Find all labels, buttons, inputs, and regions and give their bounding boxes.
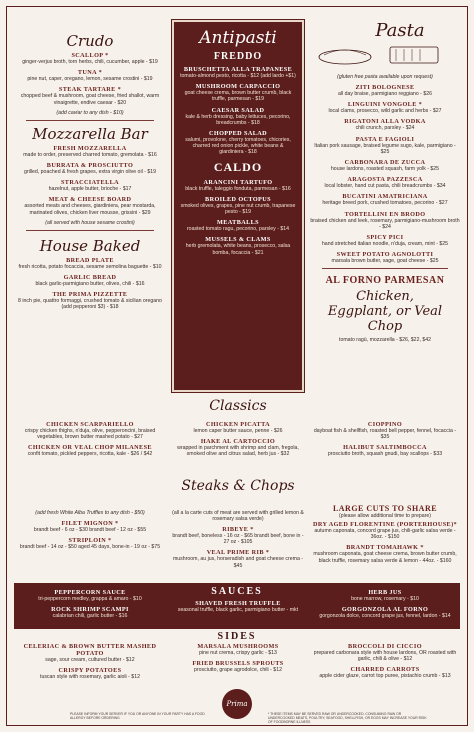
- raw-food-note: * THESE ITEMS MAY BE SERVED RAW OR UNDERCOOKED. CONSUMING RAW OR UNDERCOOKED MEATS, POULTRY, SEAFOOD, SHELLFISH, OR EGGS MAY INCREASE YOUR RISK OF FOODBORNE ILLNESS: [268, 712, 427, 724]
- al-forno-script: Chicken, Eggplant, or Veal Chop: [327, 289, 443, 335]
- menu-item: [180, 196, 296, 215]
- menu-item-name: HERB JUS: [368, 589, 402, 596]
- menu-item-name: BROILED OCTOPUS: [205, 195, 271, 203]
- menu-item-name: STRACCIATELLA: [60, 179, 120, 187]
- menu-item-name: PASTA E FAGIOLI: [355, 135, 415, 143]
- crudo-list: [14, 52, 166, 106]
- menu-item: [14, 145, 166, 158]
- menu-item-desc: bone marrow, rosemary - $10: [351, 596, 419, 602]
- menu-item-desc: crispy chicken thighs, n'duja, olive, pepperoncini, braised vegetables, brown butter mashed potato - $27: [24, 428, 156, 441]
- menu-item: [14, 589, 166, 602]
- menu-item-desc: tomato-almond pesto, ricotta - $12 (add lardo +$1): [180, 73, 296, 79]
- menu-item: [172, 526, 304, 545]
- menu-item: [180, 83, 296, 102]
- menu-item: [310, 84, 460, 97]
- menu-item: [14, 196, 166, 215]
- menu-item-name: RIBEYE *: [222, 526, 254, 533]
- menu-item-name: CAESAR SALAD: [211, 106, 265, 114]
- menu-item: [172, 600, 304, 613]
- menu-item-name: FILET MIGNON *: [61, 520, 119, 527]
- menu-item-name: CIOPPINO: [367, 421, 403, 428]
- menu-item: [310, 211, 460, 230]
- menu-item: [180, 66, 296, 79]
- mozzarella-title: Mozzarella Bar: [32, 124, 148, 143]
- menu-item: [172, 643, 304, 656]
- menu-item-desc: house lardons, roasted squash, farm yolk - $25: [330, 166, 440, 173]
- menu-item-desc: chopped beef & mushroom, goat cheese, fried shallot, warm vinaigrette, endive caesar - $20: [20, 93, 160, 106]
- menu-item-desc: brandt beef - 14 oz - $50 aged 45 days, bone-in - 19 oz - $75: [19, 544, 161, 551]
- menu-item-name: BREAD PLATE: [66, 256, 114, 264]
- menu-item-name: SCALLOP *: [71, 52, 109, 59]
- menu-item-desc: pine nut, caper, oregano, lemon, sesame crostini - $19: [27, 76, 153, 83]
- steaks-mid: [172, 508, 304, 573]
- menu-item-desc: ginger-verjus broth, torn herbs, chili, cucumber, apple - $19: [22, 59, 158, 65]
- menu-item-name: VEAL PRIME RIB *: [206, 549, 270, 557]
- sides-right: [310, 643, 460, 684]
- menu-item: [310, 193, 460, 206]
- menu-item-desc: seasonal truffle, black garlic, parmigiano butter - mkt: [177, 607, 299, 613]
- sauces-left: [14, 589, 166, 623]
- mozzarella-list: [14, 145, 166, 216]
- menu-item: [180, 236, 296, 255]
- menu-item: [14, 257, 166, 270]
- pasta-list: [310, 84, 460, 264]
- menu-item-name: ARAGOSTA PAZZESCA: [347, 176, 423, 184]
- menu-item-desc: tuscan style with rosemary, garlic aioli - $12: [40, 674, 140, 681]
- menu-item: [14, 274, 166, 287]
- menu-item-name: STRIPLOIN *: [68, 537, 112, 545]
- menu-item-name: CHARRED CARROTS: [350, 666, 420, 674]
- menu-item-desc: autumn caponata, concord grape jus, chili-garlic salsa verde - 36oz. - $150: [314, 528, 456, 541]
- menu-item-name: CRISPY POTATOES: [58, 667, 122, 675]
- menu-item-name: SPICY PICI: [366, 234, 404, 242]
- menu-item: [14, 667, 166, 680]
- menu-item: [310, 234, 460, 247]
- truffle-note: (add fresh White Alba Truffles to any dish - $50): [35, 510, 145, 516]
- menu-item-name: FRIED BRUSSELS SPROUTS: [192, 660, 284, 668]
- menu-item: [172, 660, 304, 673]
- menu-item: [14, 86, 166, 105]
- menu-item: [180, 219, 296, 232]
- menu-item-desc: chili crunch, parsley - $24: [355, 125, 415, 132]
- al-forno-heading: AL FORNO PARMESAN: [325, 275, 445, 287]
- caldo-heading: CALDO: [213, 159, 263, 174]
- menu-item-desc: hazelnut, apple butter, brioche - $17: [48, 186, 132, 193]
- menu-item: [14, 444, 166, 457]
- menu-item: [310, 606, 460, 619]
- menu-item: [310, 544, 460, 563]
- menu-item-name: DRY AGED FLORENTINE (PORTERHOUSE)*: [312, 521, 458, 528]
- menu-item-desc: salumi, provolone, cherry tomatoes, chicories, charred red onion pickle, white beans & giardiniera - $18: [185, 137, 291, 156]
- menu-item-desc: prosciutto broth, squash gnudi, bay scallops - $33: [327, 451, 443, 458]
- sauces-band: [14, 583, 460, 629]
- al-forno-desc: tomato ragù, mozzarella - $26, $22, $42: [339, 337, 431, 344]
- menu-item-name: LINGUINI VONGOLE *: [347, 101, 423, 109]
- antipasti-title: Antipasti: [199, 28, 277, 48]
- menu-item-desc: tri-peppercorn medley, grappa & amaro - $10: [38, 596, 142, 602]
- menu-item-name: ZITI BOLOGNESE: [355, 84, 415, 91]
- sides-title: SIDES: [217, 631, 257, 642]
- menu-item: [14, 643, 166, 663]
- menu-item-desc: prepared carbonara style with house lardons, OR roasted with garlic, chili & olive - $12: [313, 650, 457, 663]
- menu-item-desc: hand stretched italian noodle, n'duja, cream, mint - $25: [321, 241, 449, 248]
- menu-item-name: HAKE AL CARTOCCIO: [200, 438, 276, 446]
- steaks-note: (all a la carte cuts of meat are served with grilled lemon & rosemary salsa verde): [172, 510, 304, 522]
- pasta-illustration-icon: [310, 41, 460, 69]
- right-column: [310, 14, 460, 344]
- pasta-title: Pasta: [375, 20, 425, 41]
- antipasti-panel: [172, 20, 304, 392]
- house-baked-title: House Baked: [39, 236, 141, 255]
- menu-item-desc: smoked olives, grapes, pine nut crumb, trapanese pesto - $19: [180, 202, 296, 216]
- crudo-note: (add caviar to any dish - $10): [56, 109, 124, 116]
- menu-item: [310, 421, 460, 440]
- menu-item-name: TORTELLINI EN BRODO: [344, 210, 426, 218]
- menu-item-name: MEAT & CHEESE BOARD: [48, 196, 132, 204]
- sauces-mid: [172, 600, 304, 617]
- menu-item-desc: local clams, prosecco, wild garlic and herbs - $27: [328, 108, 442, 115]
- menu-item-desc: prosciutto, grape agrodolce, chili - $12: [194, 667, 282, 674]
- menu-item-name: TUNA *: [77, 69, 103, 77]
- menu-item-desc: wrapped in parchment with shrimp and clam, fregola, smoked olive and citrus salad, herb jus - $32: [177, 445, 299, 458]
- menu-item-desc: brandt beef - 6 oz - $30 brandt beef - 12 oz - $55: [33, 527, 147, 533]
- menu-item-desc: fresh ricotta, potato focaccia, sesame semolina baguette - $10: [18, 263, 162, 270]
- caldo-list: [180, 179, 296, 256]
- steaks-left: [14, 508, 166, 554]
- crudo-title: Crudo: [66, 32, 114, 50]
- menu-item: [14, 606, 166, 619]
- sides-left: [14, 643, 166, 684]
- menu-item-desc: grilled, poached & fresh grapes, extra virgin olive oil - $19: [23, 169, 157, 176]
- menu-item-name: BUCATINI AMATRICIANA: [342, 193, 428, 201]
- mozzarella-note: (all served with house sesame crostini): [45, 219, 135, 226]
- menu-item-name: BRANDT TOMAHAWK *: [346, 544, 424, 552]
- menu-item-name: SWEET POTATO AGNOLOTTI: [336, 251, 434, 259]
- menu-item: [172, 438, 304, 457]
- menu-item-desc: dayboat fish & shellfish, roasted bell pepper, fennel, focaccia - $35: [313, 428, 457, 441]
- menu-item-name: BRUSCHETTA ALLA TRAPANESE: [183, 66, 293, 73]
- allergy-note: PLEASE INFORM YOUR SERVER IF YOU OR ANYONE IN YOUR PARTY HAS A FOOD ALLERGY BEFORE ORDERING: [70, 712, 205, 720]
- menu-item-desc: pine nut crema, crispy garlic - $13: [199, 650, 277, 656]
- menu-item: [310, 136, 460, 155]
- menu-item-name: CHICKEN PICATTA: [205, 421, 271, 428]
- classics-mid: [172, 421, 304, 462]
- left-column: [14, 14, 166, 315]
- menu-item: [14, 421, 166, 440]
- menu-item: [310, 251, 460, 264]
- menu-item-desc: apple cider glaze, carrot top puree, pistachio crumb - $13: [319, 673, 451, 680]
- menu-item-name: CHICKEN SCARPARIELLO: [46, 421, 134, 428]
- menu-item: [310, 666, 460, 679]
- menu-item: [310, 159, 460, 172]
- menu-item-desc: roasted tomato ragu, pecorino, parsley - $14: [186, 226, 290, 233]
- menu-item: [14, 537, 166, 550]
- menu-item: [14, 52, 166, 65]
- menu-item: [310, 176, 460, 189]
- menu-item-name: PEPPERCORN SAUCE: [54, 589, 126, 596]
- classics-right: [310, 421, 460, 462]
- menu-item: [180, 179, 296, 192]
- menu-item-name: MEATBALLS: [217, 219, 259, 227]
- classics-left: [14, 421, 166, 462]
- menu-item-desc: local lobster, hand cut pasta, chili breadcrumbs - $34: [324, 183, 446, 190]
- menu-item-desc: 8 inch pie, quattro formaggi, crushed tomato & sicilian oregano (add pepperoni $3) - $18: [18, 298, 162, 311]
- menu-item-name: RIGATONI ALLA VODKA: [344, 118, 426, 126]
- menu-item-name: CHOPPED SALAD: [209, 130, 267, 138]
- steaks-right: [310, 504, 460, 568]
- menu-item-name: FRESH MOZZARELLA: [53, 144, 127, 152]
- menu-item-desc: goat cheese crema, brown butter crumb, black truffle, parmesan - $19: [184, 90, 292, 103]
- menu-item-desc: braised chicken and leek, rosemary, parmigiano-mushroom broth - $24: [310, 217, 460, 230]
- sauces-right: [310, 589, 460, 623]
- menu-item-name: STEAK TARTARE *: [58, 86, 122, 94]
- menu-item: [310, 589, 460, 602]
- menu-item-desc: marsala brown butter, sage, goat cheese - $25: [331, 258, 439, 265]
- divider: [26, 120, 154, 121]
- menu-item-desc: lemon caper butter sauce, penne - $26: [193, 428, 283, 434]
- menu-item-desc: mushroom caponata, goat cheese crema, brown butter crumb, black truffle, rosemary salsa verde & lemon - 44oz. - $160: [313, 551, 457, 564]
- menu-item: [14, 69, 166, 82]
- menu-item-name: GORGONZOLA AL FORNO: [341, 606, 429, 614]
- freddo-heading: FREDDO: [213, 51, 263, 62]
- menu-item-desc: mushroom, au jus, horseradish and goat cheese crema - $45: [172, 556, 304, 569]
- menu-item-desc: sage, sour cream, cultured butter - $12: [45, 657, 135, 663]
- sauces-title: SAUCES: [211, 586, 263, 597]
- menu-item: [172, 421, 304, 434]
- divider: [26, 230, 154, 231]
- steaks-title: Steaks & Chops: [181, 478, 295, 494]
- menu-item-name: CELERIAC & BROWN BUTTER MASHED POTATO: [23, 643, 157, 657]
- menu-item: [180, 107, 296, 126]
- menu-item: [14, 179, 166, 192]
- menu-item: [14, 291, 166, 310]
- house-baked-list: [14, 257, 166, 311]
- menu-item-desc: Italian pork sausage, braised legume sugo, kale, parmigiano - $25: [314, 142, 456, 155]
- menu-item-desc: calabrian chili, garlic butter - $16: [52, 613, 128, 620]
- menu-item-name: CHICKEN OR VEAL CHOP MILANESE: [28, 444, 152, 452]
- menu-item-desc: black truffle, taleggio fonduta, parmesan - $16: [185, 185, 291, 192]
- large-cuts-heading: LARGE CUTS TO SHARE: [332, 504, 438, 513]
- freddo-list: [180, 66, 296, 156]
- menu-item-desc: kale & herb dressing, baby lettuces, pecorino, breadcrumbs - $18: [185, 113, 291, 126]
- menu-item-desc: gorgonzola dolce, concord grape jus, fennel, lardon - $14: [319, 613, 451, 620]
- menu-item-name: SHAVED FRESH TRUFFLE: [195, 600, 281, 607]
- menu-item-desc: confit tomato, pickled peppers, ricotta, kale - $26 / $42: [27, 451, 153, 458]
- pasta-note: (gluten free pasta available upon request): [337, 74, 433, 80]
- menu-item-name: MUSHROOM CARPACCIO: [195, 83, 281, 91]
- menu-item-desc: heritage breed pork, crushed tomatoes, pecorino - $27: [322, 200, 448, 207]
- menu-item-name: BROCCOLI DI CICCIO: [348, 643, 422, 650]
- classics-title: Classics: [209, 398, 267, 414]
- menu-item-name: MUSSELS & CLAMS: [205, 236, 271, 244]
- menu-item: [14, 520, 166, 533]
- menu-item-name: ARANCINI TARTUFO: [203, 178, 273, 186]
- menu-item-name: GARLIC BREAD: [63, 274, 117, 282]
- menu-item: [310, 118, 460, 131]
- menu-item-desc: herb gremolata, white beans, prosecco, salsa bomba, focaccia - $21: [185, 243, 291, 256]
- menu-item: [310, 521, 460, 540]
- menu-item-name: THE PRIMA PIZZETTE: [52, 291, 128, 299]
- divider: [322, 268, 448, 269]
- menu-item-desc: black garlic-parmigiano butter, olives, chili - $16: [35, 281, 145, 288]
- menu-item-desc: all day braise, parmigiano reggiano - $26: [337, 91, 432, 97]
- menu-item: [310, 643, 460, 662]
- menu-item-name: HALIBUT SALTIMBOCCA: [343, 444, 427, 452]
- menu-item: [310, 444, 460, 457]
- menu-item-desc: brandt beef, boneless - 16 oz - $65 brandt beef, bone in - 27 oz - $105: [172, 533, 304, 546]
- menu-item: [310, 101, 460, 114]
- menu-item-name: ROCK SHRIMP SCAMPI: [51, 606, 129, 614]
- menu-item-name: BURRATA & PROSCIUTTO: [46, 162, 134, 170]
- menu-item: [14, 162, 166, 175]
- menu-item-desc: assorted meats and cheeses, giardiniera, pear mostarda, marinated olives, chicken liver mousse, grissini - $29: [24, 203, 156, 216]
- large-cuts-note: (please allow additional time to prepare): [339, 513, 431, 519]
- menu-item: [180, 130, 296, 156]
- menu-item-name: CARBONARA DE ZUCCA: [344, 159, 426, 167]
- menu-item-name: MARSALA MUSHROOMS: [197, 643, 279, 650]
- sides-mid: [172, 643, 304, 677]
- menu-item-desc: made to order, preserved charred tomato, gremolata - $16: [23, 151, 157, 158]
- prima-logo: Prima: [222, 689, 252, 719]
- menu-item: [172, 549, 304, 568]
